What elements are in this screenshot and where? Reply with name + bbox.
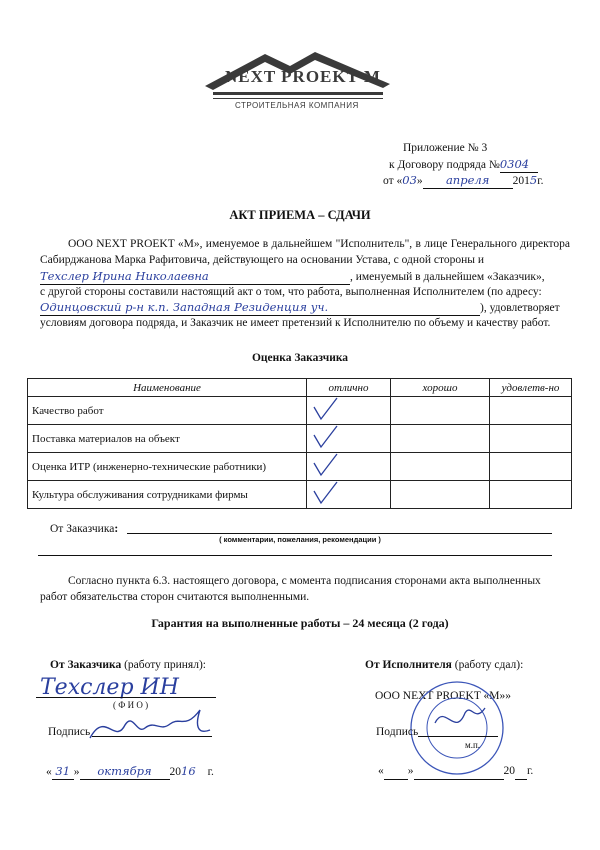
comments-hint: ( комментарии, пожелания, рекомендации ) <box>219 535 381 544</box>
body-paragraph-5: условиям договора подряда, и Заказчик не имеет претензий к Исполнителю по объему и качеству работ. <box>40 317 551 329</box>
executor-mp-label: м.п. <box>465 740 481 750</box>
body-paragraph-1: ООО NEXT PROEKT «М», именуемое в дальнейшем "Исполнитель", в лице Генерального директора Сабирджанова Марка Рафитовича, действующего на основании Устава, с одной стороны и <box>40 238 570 266</box>
comments-line-1[interactable] <box>127 533 552 534</box>
appendix-contract-label: к Договору подряда № <box>389 159 500 171</box>
customer-year-prefix: 20 <box>169 766 181 778</box>
header-name: Наименование <box>28 379 307 397</box>
customer-sign-label: Подпись <box>48 726 91 738</box>
body-text-4: ), удовлетворяет <box>480 302 560 314</box>
check-mark-icon <box>311 397 341 421</box>
check-mark-icon <box>311 425 341 449</box>
row-label: Качество работ <box>28 397 307 425</box>
customer-year-suffix: г. <box>207 766 214 778</box>
cell-excellent[interactable] <box>307 481 391 509</box>
cell-excellent[interactable] <box>307 453 391 481</box>
check-mark-icon <box>311 453 341 477</box>
row-label: Поставка материалов на объект <box>28 425 307 453</box>
executor-heading <box>365 657 523 673</box>
contract-number: 0304 <box>500 156 538 173</box>
executor-year-prefix: 20 <box>503 765 515 777</box>
customer-heading-bold: От Заказчика <box>50 659 122 671</box>
appendix-line1: Приложение № 3 <box>403 142 488 154</box>
body-customer-line <box>40 268 570 285</box>
table-row <box>28 453 572 481</box>
header-excellent: отлично <box>307 379 391 397</box>
appendix-year-hand: 5 <box>529 173 538 187</box>
cell-satisfactory[interactable] <box>490 425 572 453</box>
cell-good[interactable] <box>391 397 490 425</box>
customer-address: Одинцовский р-н к.п. Западная Резиденция уч. <box>40 299 480 316</box>
customer-handwritten-name: Техслер ИН <box>40 675 179 700</box>
appendix-date-day: 03 <box>402 173 417 187</box>
document-title: АКТ ПРИЕМА – СДАЧИ <box>229 208 371 222</box>
appendix-year-prefix: 201 <box>512 175 530 187</box>
row-label: Культура обслуживания сотрудниками фирмы <box>28 481 307 509</box>
company-logo <box>195 48 400 118</box>
check-mark-icon <box>311 481 341 505</box>
executor-date-open: « <box>378 765 384 777</box>
executor-year-suffix: г. <box>527 765 534 777</box>
executor-heading-rest: (работу сдал): <box>451 659 524 671</box>
appendix-line2 <box>389 156 538 173</box>
row-label: Оценка ИТР (инженерно-технические работники) <box>28 453 307 481</box>
executor-date-month[interactable] <box>414 763 504 780</box>
cell-satisfactory[interactable] <box>490 481 572 509</box>
cell-satisfactory[interactable] <box>490 397 572 425</box>
customer-heading <box>50 657 206 673</box>
body-text-2: , именуемый в дальнейшем «Заказчик», <box>350 271 545 283</box>
cell-good[interactable] <box>391 425 490 453</box>
customer-signature-icon <box>85 700 215 750</box>
cell-good[interactable] <box>391 453 490 481</box>
customer-name: Техслер Ирина Николаевна <box>40 268 350 285</box>
appendix-date-month: апреля <box>423 172 513 189</box>
appendix-date <box>383 172 544 189</box>
logo-brand: NEXT PROEKT M <box>225 67 381 86</box>
header-good: хорошо <box>391 379 490 397</box>
logo-subtitle: СТРОИТЕЛЬНАЯ КОМПАНИЯ <box>235 101 359 110</box>
customer-heading-rest: (работу принял): <box>121 659 206 671</box>
table-header-row <box>28 379 572 397</box>
body-address-line <box>40 299 570 316</box>
executor-date <box>378 763 533 780</box>
comments-label-text: От Заказчика <box>50 523 115 535</box>
date-open-quote: от « <box>383 175 403 187</box>
executor-year-blank[interactable] <box>515 763 527 780</box>
appendix-year-suffix: г. <box>537 175 544 187</box>
evaluation-title: Оценка Заказчика <box>251 352 349 364</box>
header-satisfactory: удовлетв-но <box>490 379 572 397</box>
cell-satisfactory[interactable] <box>490 453 572 481</box>
customer-date <box>46 763 214 780</box>
customer-date-open: « <box>46 766 52 778</box>
customer-fio-label: ( Ф И О ) <box>113 700 149 710</box>
table-row <box>28 397 572 425</box>
agreement-text: Согласно пункта 6.3. настоящего договора, с момента подписания сторонами акта выполненных работ обязательства сторон считаются выполненными. <box>40 575 541 603</box>
executor-org: ООО NEXT PROEKT «М»» <box>375 690 511 702</box>
comments-colon: : <box>114 523 119 535</box>
customer-date-month: октября <box>80 763 170 780</box>
customer-year-hand: 16 <box>181 764 196 778</box>
evaluation-table <box>27 378 572 509</box>
cell-excellent[interactable] <box>307 425 391 453</box>
customer-date-day: 31 <box>52 763 74 780</box>
cell-good[interactable] <box>391 481 490 509</box>
table-row <box>28 425 572 453</box>
executor-date-day[interactable] <box>384 763 408 780</box>
executor-heading-bold: От Исполнителя <box>365 659 452 671</box>
table-row <box>28 481 572 509</box>
executor-sign-label: Подпись <box>376 726 419 738</box>
comments-line-2[interactable] <box>38 555 552 556</box>
executor-date-mid: » <box>407 765 414 777</box>
cell-excellent[interactable] <box>307 397 391 425</box>
date-close-quote: » <box>416 175 423 187</box>
executor-sign-line <box>418 736 498 737</box>
warranty-title: Гарантия на выполненные работы – 24 месяца (2 года) <box>151 616 449 630</box>
customer-date-mid: » <box>73 766 80 778</box>
body-paragraph-3: с другой стороны составили настоящий акт о том, что работа, выполненная Исполнителем (по адресу: <box>40 286 542 298</box>
